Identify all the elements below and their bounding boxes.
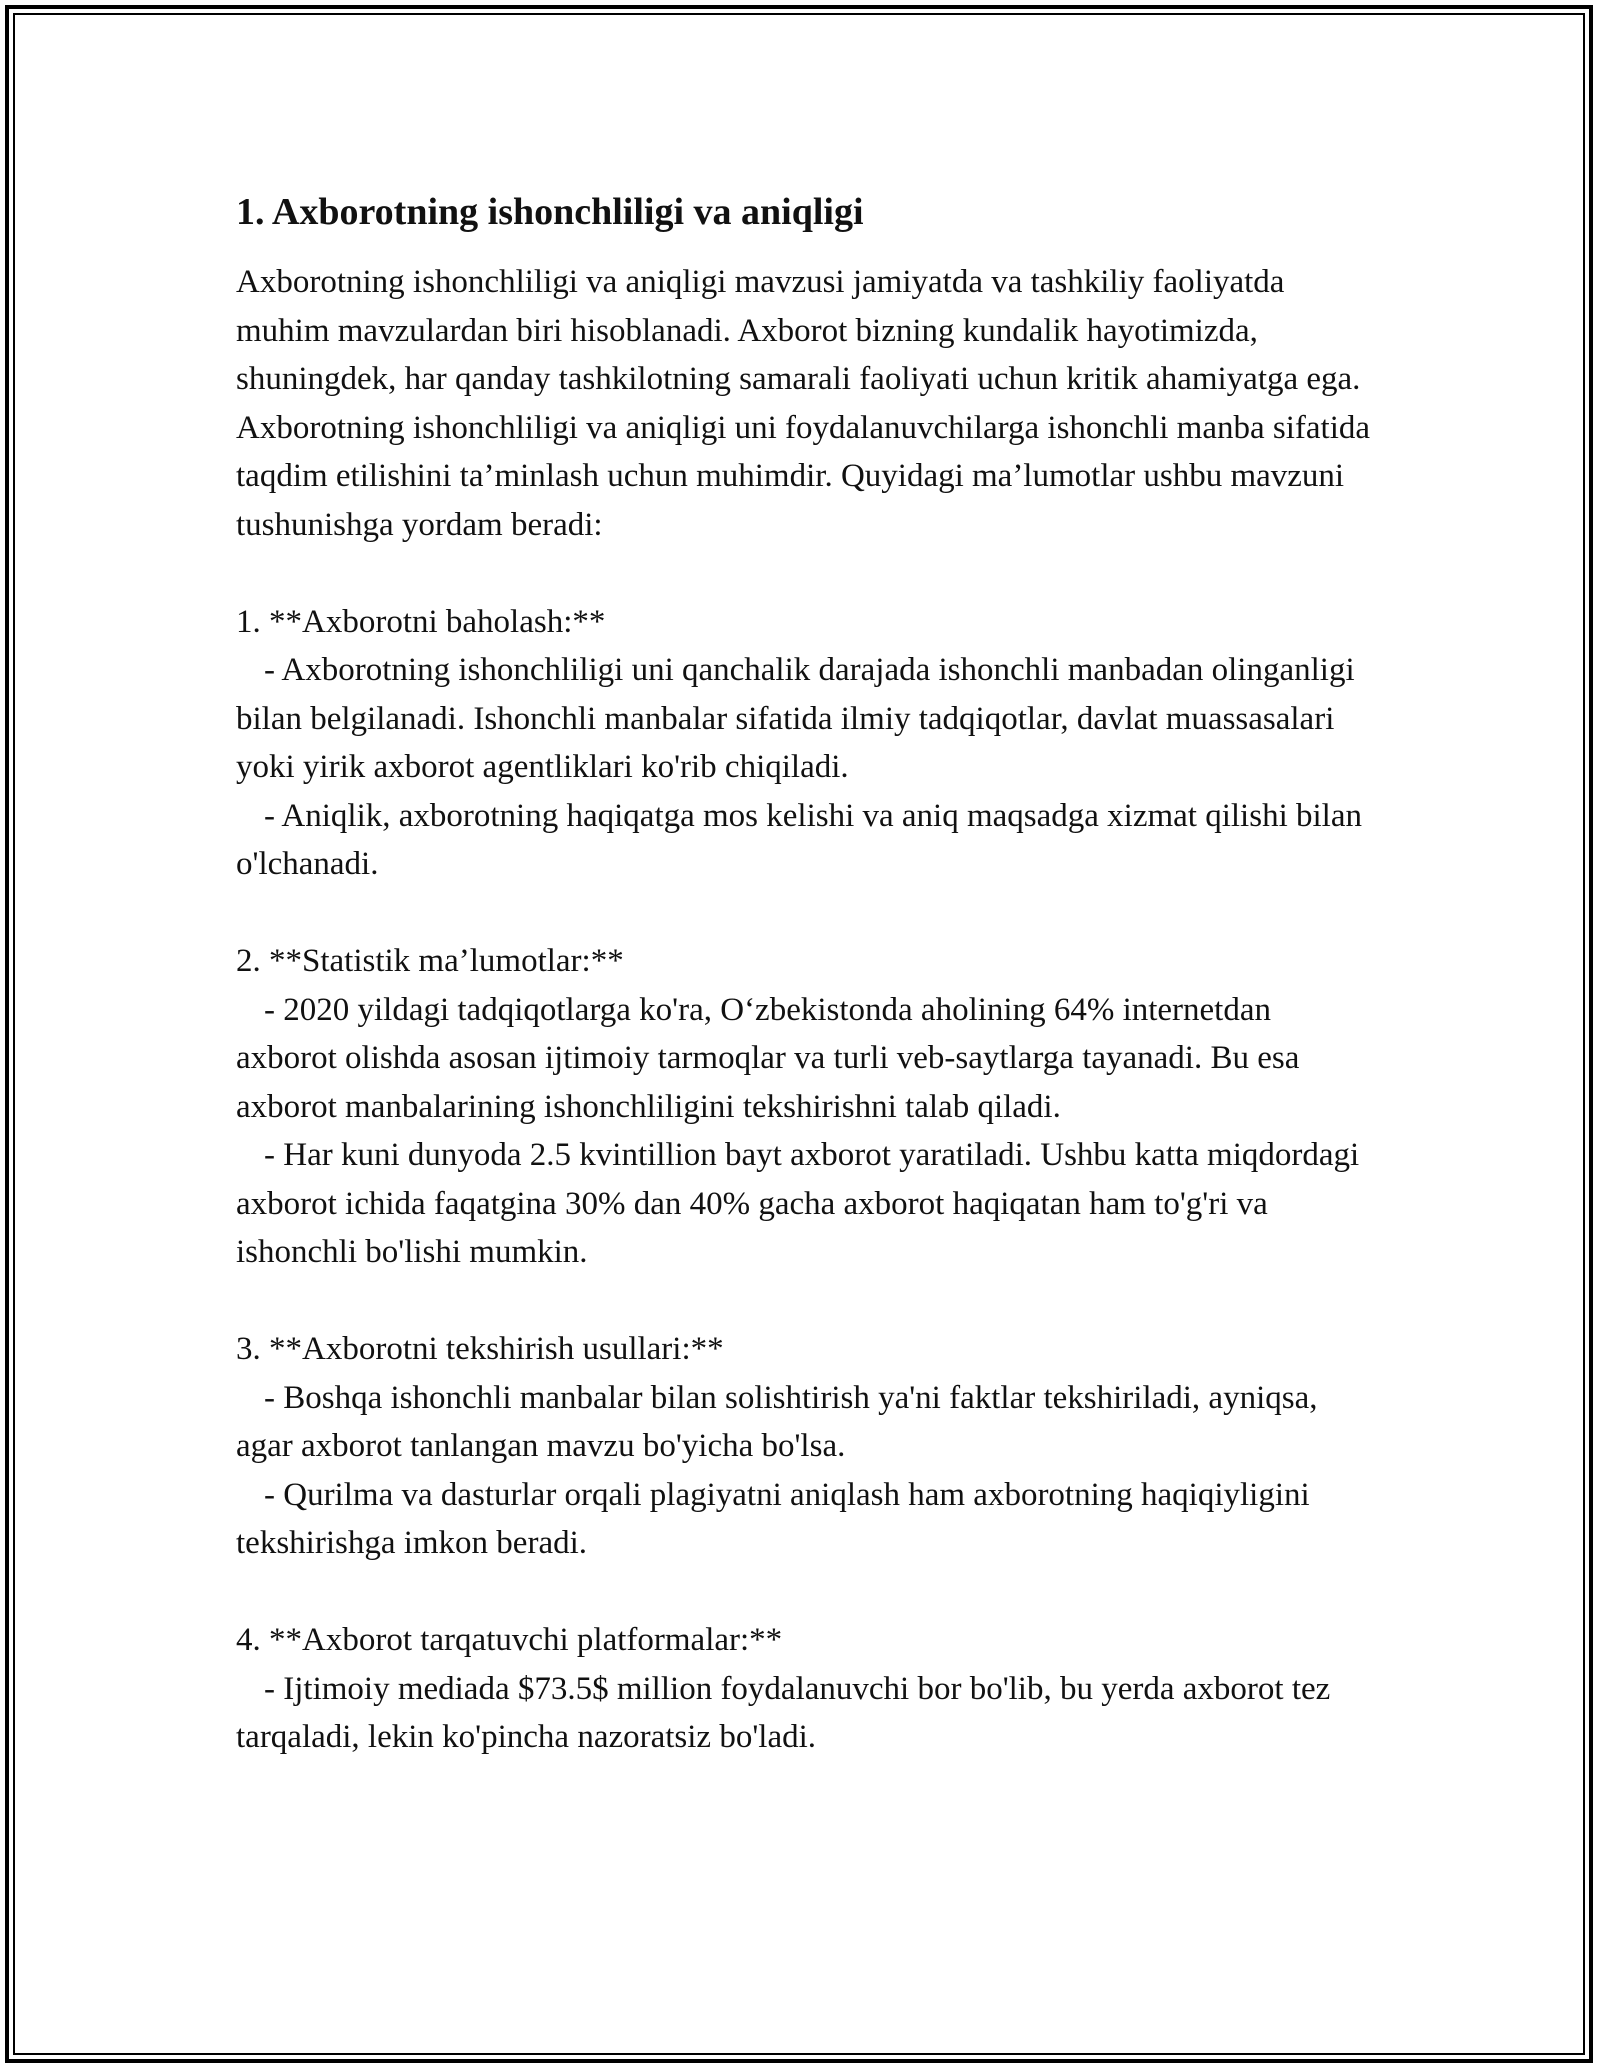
document-body [236, 186, 1376, 1762]
section-bullet: - Axborotning ishonchliligi uni qanchalik darajada ishonchli manbadan olinganligi bilan belgilanadi. Ishonchli manbalar sifatida ilmiy tadqiqotlar, davlat muassasalari yoki yirik axborot agentliklari ko'rib chiqiladi. [236, 652, 1355, 785]
intro-paragraph: Axborotning ishonchliligi va aniqligi mavzusi jamiyatda va tashkiliy faoliyatda muhim mavzulardan biri hisoblanadi. Axborot bizning kundalik hayotimizda, shuningdek, har qanday tashkilotning samarali faoliyati uchun kritik ahamiyatga ega. Axborotning ishonchliligi va aniqligi uni foydalanuvchilarga ishonchli manba sifatida taqdim etilishini ta’minlash uchun muhimdir. Quyidagi ma’lumotlar ushbu mavzuni tushunishga yordam beradi: [236, 264, 1371, 543]
section-4 [236, 1616, 1376, 1762]
section-bullet: - 2020 yildagi tadqiqotlarga ko'ra, O‘zbekistonda aholining 64% internetdan axborot olishda asosan ijtimoiy tarmoqlar va turli veb-saytlarga tayanadi. Bu esa axborot manbalarining ishonchliligini tekshirishni talab qiladi. [236, 991, 1300, 1125]
section-bullet: - Aniqlik, axborotning haqiqatga mos kelishi va aniq maqsadga xizmat qilishi bilan o'lchanadi. [236, 797, 1362, 882]
section-gap [236, 549, 1376, 598]
section-gap [236, 1277, 1376, 1326]
section-heading: 4. **Axborot tarqatuvchi platformalar:** [236, 1622, 783, 1658]
section-2 [236, 937, 1376, 1277]
section-gap [236, 889, 1376, 938]
section-gap [236, 1568, 1376, 1617]
section-bullet: - Har kuni dunyoda 2.5 kvintillion bayt axborot yaratiladi. Ushbu katta miqdordagi axborot ichida faqatgina 30% dan 40% gacha axborot haqiqatan ham to'g'ri va ishonchli bo'lishi mumkin. [236, 1137, 1360, 1270]
section-heading: 2. **Statistik ma’lumotlar:** [236, 943, 624, 979]
section-bullet: - Qurilma va dasturlar orqali plagiyatni aniqlash ham axborotning haqiqiyligini tekshirishga imkon beradi. [236, 1476, 1310, 1561]
section-heading: 1. **Axborotni baholash:** [236, 603, 606, 640]
section-3 [236, 1325, 1376, 1568]
document-title: 1. Axborotning ishonchliligi va aniqligi [236, 191, 864, 233]
section-bullet: - Ijtimoiy mediada $73.5$ million foydalanuvchi bor bo'lib, bu yerda axborot tez tarqaladi, lekin ko'pincha nazoratsiz bo'ladi. [236, 1670, 1331, 1755]
section-bullet: - Boshqa ishonchli manbalar bilan solishtirish ya'ni faktlar tekshiriladi, ayniqsa, agar axborot tanlangan mavzu bo'yicha bo'lsa. [236, 1379, 1318, 1464]
section-heading: 3. **Axborotni tekshirish usullari:** [236, 1331, 724, 1367]
section-1 [236, 598, 1376, 889]
